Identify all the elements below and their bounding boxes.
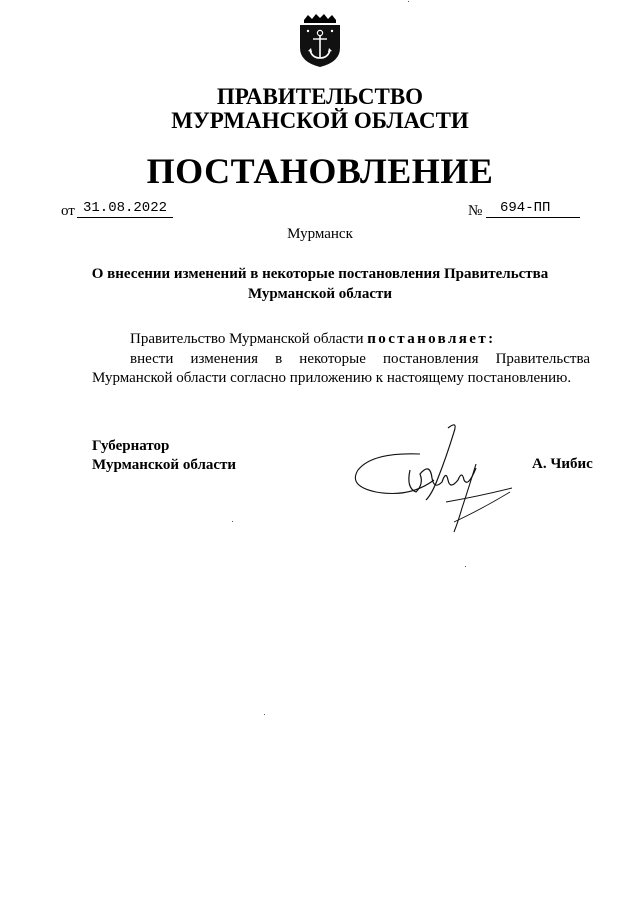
scan-speck [465, 566, 466, 567]
organization-line-1: ПРАВИТЕЛЬСТВО [216, 84, 424, 109]
number-value: 694-ПП [486, 200, 580, 218]
signatory-name: А. Чибис [532, 456, 593, 472]
date-label: от [61, 203, 75, 219]
handwritten-signature [350, 418, 520, 538]
document-subject [70, 264, 570, 304]
signatory-title [92, 437, 236, 475]
date-value: 31.08.2022 [77, 200, 173, 218]
scan-speck [408, 1, 409, 2]
city-name: Мурманск [287, 226, 353, 242]
resolve-intro: Правительство Мурманской области [130, 331, 368, 347]
body-paragraph: внести изменения в некоторые постановления Правительства Мурманской области согласно приложению к настоящему постановлению. [92, 351, 590, 386]
subject-line-1: О внесении изменений в некоторые постановления Правительства [91, 266, 549, 282]
resolve-word: постановляет: [367, 331, 496, 347]
subject-line-2: Мурманской области [247, 286, 393, 302]
document-type-title: ПОСТАНОВЛЕНИЕ [146, 151, 494, 191]
organization-line-2: МУРМАНСКОЙ ОБЛАСТИ [171, 108, 469, 133]
number-label: № [468, 203, 483, 219]
coat-of-arms-icon [296, 14, 344, 68]
resolve-line [130, 331, 496, 348]
scan-speck [232, 521, 233, 522]
scan-speck [264, 714, 265, 715]
signatory-title-line-1: Губернатор [92, 438, 170, 454]
signatory-title-line-2: Мурманской области [92, 457, 237, 473]
